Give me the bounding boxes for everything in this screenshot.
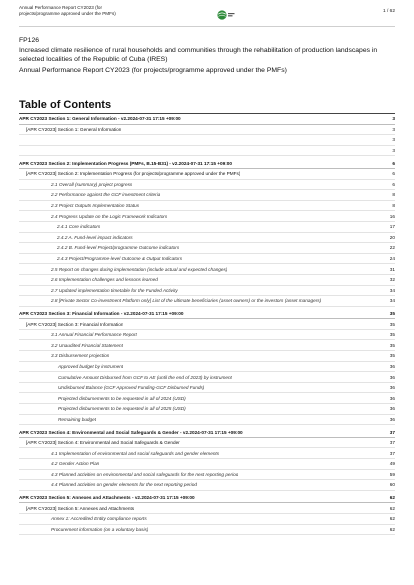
toc-entry-page: 62 [389,526,395,532]
toc-entry[interactable] [19,459,395,470]
toc-entry[interactable] [19,438,395,449]
toc-entry-label: Annex 1: Accredited Entity compliance reports [51,516,147,522]
toc-entry-page: 24 [389,256,395,262]
toc-entry-page: 6 [392,181,395,187]
toc-entry-label: APR CY2023 Section 5: Annexes and Attachments - v2.2024-07-31 17:15 +09:00 [19,495,195,501]
toc-entry-label: 2.5 Report on changes during implementation (include actual and expected changes) [51,266,228,272]
toc-entry-page: 36 [389,406,395,412]
toc-entry-page: 37 [389,450,395,456]
toc-entry-page: 8 [392,203,395,209]
toc-entry-page: 22 [389,245,395,251]
page-header [19,4,395,26]
toc-entry[interactable] [19,254,395,265]
page-indicator: 1 / 62 [382,9,395,14]
toc-entry-page: 16 [389,213,395,219]
toc-entry-page: 60 [389,482,395,488]
toc-entry[interactable] [19,480,395,491]
toc-entry-page: 59 [389,471,395,477]
toc-entry-label: 3.2 Unaudited Financial Statement [51,342,123,348]
header-document-title [19,5,169,17]
toc-entry-label: Undisbursed Balance (GCF Approved Funding-GCF Disbursed Funds) [58,385,205,391]
toc-section-entry[interactable] [19,158,395,169]
toc-entry[interactable] [19,340,395,351]
toc-entry-page: 36 [389,385,395,391]
toc-entry-label: [APR CY2023] Section 4: Environmental and Social Safeguards & Gender [26,440,180,446]
toc-entry[interactable] [19,470,395,481]
toc-entry-page: 31 [389,266,395,272]
toc-entry[interactable] [19,125,395,136]
toc-entry[interactable] [19,233,395,244]
header-title-line-2: projects/programme approved under the PMFs) [19,11,116,16]
toc-entry-page: 34 [389,298,395,304]
toc-entry-label: APR CY2023 Section 4: Environmental and Social Safeguards & Gender - v2.2024-07-31 17:15 +09:00 [19,429,243,435]
toc-entry-page: 3 [392,126,395,132]
toc-entry-label: APR CY2023 Section 1: General Information - v2.2024-07-31 17:15 +09:00 [19,116,181,122]
toc-entry-label: [APR CY2023] Section 5: Annexes and Attachments [26,505,135,511]
report-title: Annual Performance Report CY2023 (for projects/programme approved under the PMFs) [19,67,287,75]
toc-entry-page: 20 [389,234,395,240]
toc-entry-page: 6 [392,160,395,166]
toc-entry[interactable] [19,514,395,525]
toc-entry-label: 4.2 Gender Action Plan [51,461,100,467]
toc-entry-label: 2.2 Performance against the GCF investment criteria [51,192,161,198]
toc-entry-page: 17 [389,224,395,230]
toc-entry-label: APR CY2023 Section 3: Financial Information - v2.2024-07-31 17:15 +09:00 [19,310,184,316]
toc-entry-label: Approved budget by instrument [58,363,124,369]
toc-entry[interactable] [19,135,395,146]
toc-entry-page: 35 [389,332,395,338]
toc-entry-label: [APR CY2023] Section 2: Implementation Progress (for projects/programme approved under the PMFs) [26,171,241,177]
toc-entry[interactable] [19,243,395,254]
toc-section-entry[interactable] [19,309,395,320]
toc-entry-page: 6 [392,171,395,177]
toc-entry-page: 35 [389,342,395,348]
toc-entry-label: 2.4 Progress Update on the Logic Framework Indicators [51,213,168,219]
toc-entry-page: 37 [389,440,395,446]
toc-entry-page: 62 [389,495,395,501]
toc-entry-label: 4.4 Planned activities on gender elements for the next reporting period [51,482,197,488]
toc-entry-label: [APR CY2023] Section 3: Financial Information [26,321,124,327]
toc-entry-label: [APR CY2023] Section 1: General Information [26,126,122,132]
toc-entry-page: 3 [392,116,395,122]
project-title: Increased climate resilience of rural households and communities through the rehabilitation of production landscapes in selected localities of the Republic of Cuba (IRES) [19,47,378,63]
toc-entry[interactable] [19,296,395,307]
toc-entry-page: 8 [392,192,395,198]
toc-entry-page: 34 [389,287,395,293]
toc-entry-label: APR CY2023 Section 2: Implementation Progress (PMFs, B.15-B31) - v2.2024-07-31 17:15 +09:00 [19,160,232,166]
toc-entry[interactable] [19,330,395,341]
toc-entry-page: 35 [389,353,395,359]
toc-entry-label: 3.1 Annual Financial Performance Report [51,332,137,338]
toc-entry[interactable] [19,393,395,404]
table-of-contents [19,114,395,535]
toc-entry-label: 2.3 Project Outputs Implementation Status [51,203,140,209]
toc-entry[interactable] [19,190,395,201]
toc-entry-label: Procurement information (on a voluntary basis) [51,526,149,532]
toc-entry[interactable] [19,448,395,459]
toc-entry[interactable] [19,404,395,415]
toc-entry-page: 35 [389,310,395,316]
toc-entry-label: Cumulative Amount Disbursed from GCF to AE (until the end of 2023) by instrument [58,374,232,380]
toc-entry-page: 3 [392,137,395,143]
toc-entry[interactable] [19,201,395,212]
toc-entry[interactable] [19,169,395,180]
toc-entry-label: 2.4.2 A. Fund-level impact indicators [57,234,133,240]
toc-entry-label: 2.4.2 B. Fund-level Project/programme Outcome indicators [57,245,180,251]
toc-heading: Table of Contents [19,99,112,111]
toc-entry-page: 62 [389,516,395,522]
toc-entry-label: 2.7 Updated implementation timetable for the Funded Activity [51,287,178,293]
toc-entry[interactable] [19,319,395,330]
toc-entry-page: 35 [389,321,395,327]
document-meta [19,37,395,75]
toc-entry[interactable] [19,503,395,514]
header-title-line-1: Annual Performance Report CY2023 (for [19,5,102,10]
toc-entry-label: 4.1 Implementation of environmental and social safeguards and gender elements [51,450,220,456]
toc-entry-label: 4.3 Planned activities on environmental and social safeguards for the next reporting period [51,471,239,477]
toc-entry[interactable] [19,383,395,394]
toc-entry[interactable] [19,264,395,275]
toc-section-entry[interactable] [19,427,395,438]
toc-entry-label: 2.6 Implementation challenges and lessons learned [51,277,158,283]
toc-entry-page: 36 [389,395,395,401]
toc-entry[interactable] [19,415,395,426]
toc-entry[interactable] [19,180,395,191]
toc-entry[interactable] [19,351,395,362]
toc-entry[interactable] [19,286,395,297]
toc-entry-page: 62 [389,505,395,511]
toc-entry-page: 36 [389,374,395,380]
toc-entry[interactable] [19,525,395,536]
toc-section-entry[interactable] [19,114,395,125]
toc-entry-label: Projected disbursements to be requested in all of 2024 (USD) [58,395,186,401]
toc-entry-page: 3 [392,148,395,154]
green-climate-fund-logo-icon [217,8,236,22]
toc-entry-page: 32 [389,277,395,283]
toc-entry[interactable] [19,211,395,222]
toc-entry-page: 49 [389,461,395,467]
header-divider [19,26,395,27]
toc-entry-label: 2.1 Overall (summary) project progress [51,181,133,187]
toc-entry-label: Projected disbursements to be requested in all of 2025 (USD) [58,406,186,412]
toc-entry[interactable] [19,146,395,157]
toc-entry-page: 37 [389,429,395,435]
toc-entry-page: 36 [389,363,395,369]
toc-section-entry[interactable] [19,493,395,504]
toc-entry-label: Remaining budget [58,416,97,422]
toc-entry-label: 2.4.3 Project/Programme-level Outcome & Output Indicators [57,256,183,262]
toc-entry[interactable] [19,275,395,286]
toc-entry[interactable] [19,222,395,233]
toc-entry-page: 36 [389,416,395,422]
toc-entry-label: 2.4.1 Core indicators [57,224,101,230]
toc-entry-label: 2.8 [Private Sector Co-investment Platform only] List of the ultimate beneficiaries (asset owners) or the investors (asset managers) [51,298,322,304]
toc-entry[interactable] [19,362,395,373]
toc-entry-label: 3.3 Disbursement projection [51,353,110,359]
funding-proposal-code: FP126 [19,37,40,44]
toc-entry[interactable] [19,372,395,383]
